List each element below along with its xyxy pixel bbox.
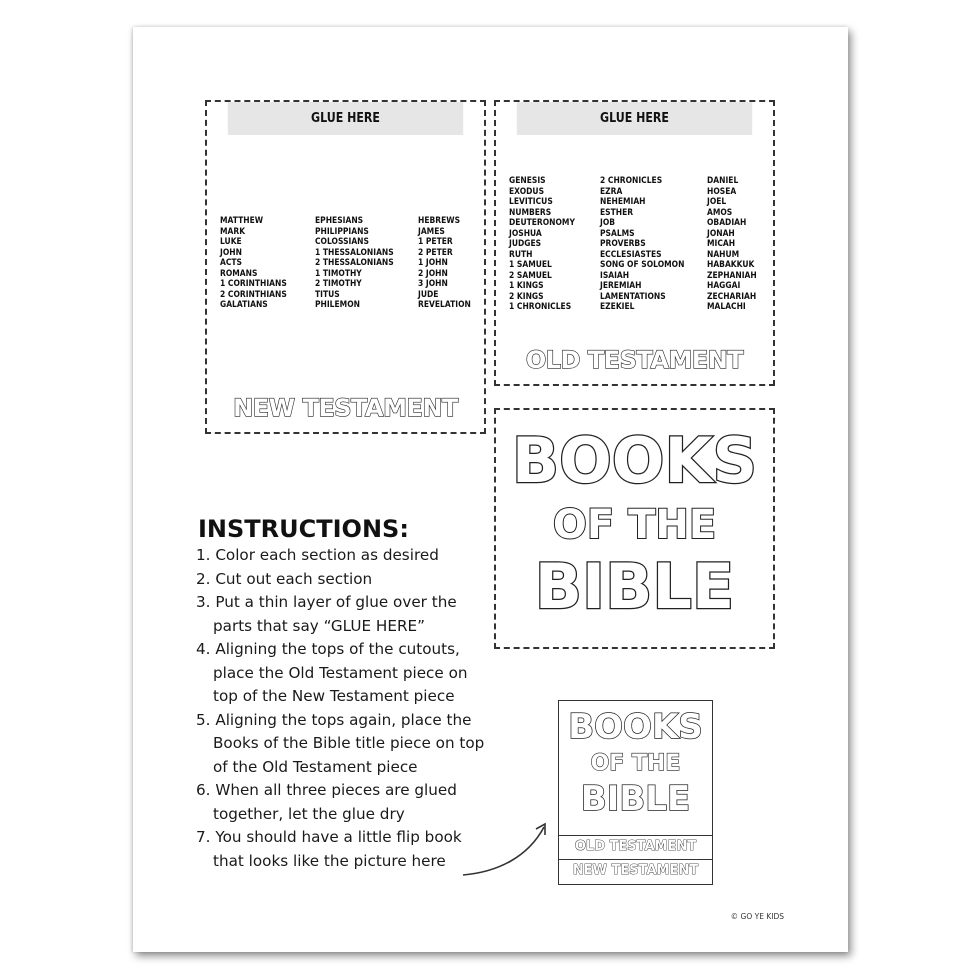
book-name: MARK bbox=[220, 226, 246, 237]
book-name: LEVITICUS bbox=[509, 197, 553, 207]
instruction-step: 4. Aligning the tops of the cutouts, place the Old Testament piece on top of the New Testament piece bbox=[196, 640, 468, 705]
worksheet-page bbox=[133, 27, 848, 952]
nt-column-2 bbox=[315, 216, 394, 311]
book-name: AMOS bbox=[707, 207, 733, 218]
book-name: JUDGES bbox=[509, 239, 542, 249]
flip-book-preview bbox=[558, 700, 713, 885]
ot-column-2 bbox=[600, 176, 684, 313]
book-name: HOSEA bbox=[707, 186, 737, 197]
book-name: 1 SAMUEL bbox=[509, 260, 552, 270]
book-name: 1 KINGS bbox=[509, 281, 544, 291]
book-name: PROVERBS bbox=[600, 239, 646, 249]
flip-line-of-the: OF THE bbox=[590, 751, 681, 776]
book-name: 2 KINGS bbox=[509, 291, 544, 302]
book-name: 3 JOHN bbox=[418, 279, 448, 289]
book-name: JONAH bbox=[707, 228, 735, 239]
book-name: JOSHUA bbox=[509, 228, 542, 239]
book-name: JEREMIAH bbox=[600, 281, 642, 291]
book-name: PHILIPPIANS bbox=[315, 226, 369, 237]
book-name: PSALMS bbox=[600, 228, 635, 239]
book-name: ZEPHANIAH bbox=[707, 270, 757, 281]
book-name: 1 THESSALONIANS bbox=[315, 247, 394, 258]
instruction-step: 3. Put a thin layer of glue over the parts that say “GLUE HERE” bbox=[196, 593, 457, 635]
glue-here-label: GLUE HERE bbox=[228, 102, 463, 135]
book-name: 1 PETER bbox=[418, 237, 453, 247]
title-line-of-the: OF THE bbox=[552, 502, 717, 548]
book-name: NUMBERS bbox=[509, 207, 552, 218]
instruction-step: 6. When all three pieces are glued together, let the glue dry bbox=[196, 781, 457, 823]
book-name: MALACHI bbox=[707, 302, 746, 312]
instruction-step: 2. Cut out each section bbox=[196, 569, 373, 588]
book-name: ZECHARIAH bbox=[707, 291, 757, 302]
instruction-step: 7. You should have a little flip book that looks like the picture here bbox=[196, 828, 462, 870]
book-name: JAMES bbox=[418, 226, 445, 237]
title-line-books: BOOKS bbox=[511, 424, 758, 497]
nt-column-1 bbox=[220, 216, 287, 311]
book-name: EPHESIANS bbox=[315, 216, 364, 226]
book-name: 2 CORINTHIANS bbox=[220, 289, 287, 300]
book-name: JUDE bbox=[418, 289, 439, 300]
instruction-step: 1. Color each section as desired bbox=[196, 546, 439, 564]
book-name: 2 TIMOTHY bbox=[315, 279, 362, 289]
book-name: ACTS bbox=[220, 258, 243, 268]
book-name: MICAH bbox=[707, 239, 736, 249]
book-name: NAHUM bbox=[707, 249, 740, 260]
book-name: HEBREWS bbox=[418, 216, 461, 226]
instructions-heading: INSTRUCTIONS: bbox=[198, 515, 409, 543]
book-name: JOB bbox=[600, 218, 616, 228]
instructions-list bbox=[196, 544, 486, 873]
old-testament-title: OLD TESTAMENT bbox=[525, 346, 744, 374]
book-name: TITUS bbox=[315, 289, 340, 300]
book-name: HABAKKUK bbox=[707, 260, 755, 270]
book-name: ECCLESIASTES bbox=[600, 249, 662, 260]
book-name: GENESIS bbox=[509, 176, 546, 186]
book-name: JOHN bbox=[220, 247, 242, 258]
book-name: ESTHER bbox=[600, 207, 634, 218]
instruction-step: 5. Aligning the tops again, place the Books of the Bible title piece on top of the Old Testament piece bbox=[196, 710, 485, 776]
copyright-text: © GO YE KIDS bbox=[730, 912, 784, 921]
flip-line-books: BOOKS bbox=[568, 707, 703, 747]
books-of-the-bible-card bbox=[494, 408, 775, 649]
book-name: 2 SAMUEL bbox=[509, 270, 552, 281]
nt-column-3 bbox=[418, 216, 471, 311]
book-name: REVELATION bbox=[418, 300, 471, 310]
glue-here-label: GLUE HERE bbox=[517, 102, 752, 135]
flip-old-testament-tab: OLD TESTAMENT bbox=[559, 835, 712, 859]
book-name: OBADIAH bbox=[707, 218, 747, 228]
book-name: 2 PETER bbox=[418, 247, 453, 258]
old-testament-card bbox=[494, 100, 775, 386]
book-name: 1 TIMOTHY bbox=[315, 268, 362, 279]
book-name: LAMENTATIONS bbox=[600, 291, 666, 302]
book-name: EZRA bbox=[600, 186, 623, 197]
book-name: PHILEMON bbox=[315, 300, 360, 310]
book-name: DEUTERONOMY bbox=[509, 218, 575, 228]
new-testament-card bbox=[205, 100, 486, 434]
book-name: SONG OF SOLOMON bbox=[600, 260, 685, 270]
ot-column-3 bbox=[707, 176, 757, 313]
ot-column-1 bbox=[509, 176, 575, 313]
book-name: EXODUS bbox=[509, 186, 545, 197]
book-name: GALATIANS bbox=[220, 300, 268, 310]
flip-line-bible: BIBLE bbox=[580, 779, 691, 819]
book-name: 1 CORINTHIANS bbox=[220, 279, 287, 289]
book-name: MATTHEW bbox=[220, 216, 264, 226]
book-name: ISAIAH bbox=[600, 270, 630, 281]
book-name: 2 JOHN bbox=[418, 268, 448, 279]
arrow-icon bbox=[458, 817, 553, 882]
title-line-bible: BIBLE bbox=[534, 550, 735, 623]
book-name: RUTH bbox=[509, 249, 533, 260]
book-name: NEHEMIAH bbox=[600, 197, 646, 207]
book-name: DANIEL bbox=[707, 176, 739, 186]
new-testament-title: NEW TESTAMENT bbox=[233, 394, 458, 422]
book-name: EZEKIEL bbox=[600, 302, 635, 312]
book-name: COLOSSIANS bbox=[315, 237, 369, 247]
book-name: 2 THESSALONIANS bbox=[315, 258, 394, 268]
book-name: 1 CHRONICLES bbox=[509, 302, 572, 312]
book-name: ROMANS bbox=[220, 268, 258, 279]
book-name: HAGGAI bbox=[707, 281, 741, 291]
book-name: 1 JOHN bbox=[418, 258, 448, 268]
book-name: 2 CHRONICLES bbox=[600, 176, 663, 186]
book-name: LUKE bbox=[220, 237, 242, 247]
book-name: JOEL bbox=[707, 197, 727, 207]
flip-new-testament-tab: NEW TESTAMENT bbox=[559, 859, 712, 883]
